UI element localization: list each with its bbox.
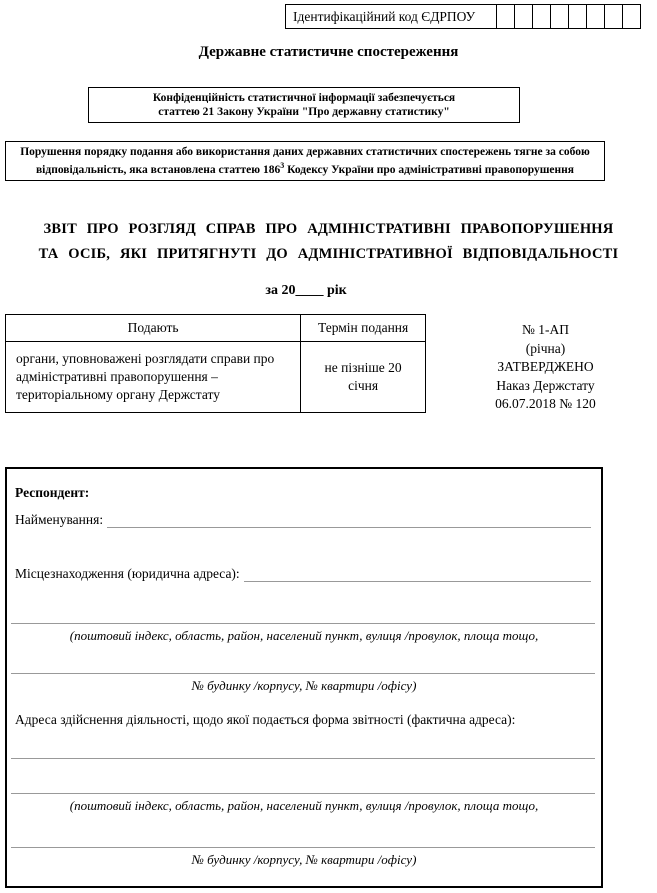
violation-text: Порушення порядку подання або використання даних державних статистичних спостережень тягне за собою відповідальність, яка встановлена статтею 186 [20,146,590,176]
name-input-line[interactable] [107,513,591,528]
edrpou-cell[interactable] [550,4,569,29]
actual-address-line3[interactable] [11,847,595,848]
actual-address-line2[interactable] [11,793,595,794]
submission-who-cell: органи, уповноважені розглядати справи про адміністративні правопорушення – територіальному органу Держстату [6,342,301,413]
submission-header-deadline: Термін подання [301,315,426,342]
report-title [10,217,647,267]
address-caption-building: № будинку /корпусу, № квартири /офісу) [191,678,417,693]
actual-address-label: Адреса здійснення діяльності, щодо якої подається форма звітності (фактична адреса): [15,712,516,727]
legal-address-line3[interactable] [11,673,595,674]
respondent-box [5,467,603,888]
actual-address-caption-street: (поштовий індекс, область, район, населений пункт, вулиця /провулок, площа тощо, [69,798,539,813]
confidentiality-line1: Конфіденційність статистичної інформації забезпечується [152,92,456,104]
respondent-title: Респондент: [15,485,90,500]
address-caption-street: (поштовий індекс, область, район, населений пункт, вулиця /провулок, площа тощо, [69,628,539,643]
edrpou-cell[interactable] [568,4,587,29]
edrpou-cell[interactable] [622,4,641,29]
document-heading: Державне статистичне спостереження [198,44,459,60]
form-periodicity: (річна) [525,340,566,356]
actual-address-caption-building: № будинку /корпусу, № квартири /офісу) [191,852,417,867]
name-label: Найменування: [15,512,104,527]
approval-block [443,321,648,414]
submission-deadline-cell: не пізніше 20 січня [301,342,426,413]
violation-text-after: Кодексу України про адміністративні правопорушення [284,163,575,176]
actual-address-line1[interactable] [11,758,595,759]
legal-address-line2[interactable] [11,623,595,624]
edrpou-cell[interactable] [496,4,515,29]
approved-label: ЗАТВЕРДЖЕНО [497,359,594,374]
confidentiality-line2: статтею 21 Закону України "Про державну статистику" [158,106,450,118]
violation-superscript: 3 [280,161,285,170]
edrpou-cell[interactable] [514,4,533,29]
submission-header-who: Подають [6,315,301,342]
respondent-name-row [15,512,591,528]
order-label: Наказ Держстату [496,377,595,393]
violation-notice [5,141,605,181]
report-title-line1: ЗВІТ ПРО РОЗГЛЯД СПРАВ ПРО АДМІНІСТРАТИВНІ ПРАВОПОРУШЕННЯ [43,221,614,237]
order-details: 06.07.2018 № 120 [495,396,596,411]
legal-address-label: Місцезнаходження (юридична адреса): [15,566,240,581]
edrpou-cell[interactable] [532,4,551,29]
edrpou-cell[interactable] [604,4,623,29]
edrpou-label: Ідентифікаційний код ЄДРПОУ [285,4,497,29]
confidentiality-notice [88,87,520,123]
edrpou-cell[interactable] [586,4,605,29]
edrpou-cells [497,4,641,29]
report-period: за 20____ рік [265,283,347,298]
submission-table [5,314,426,413]
report-title-line2: ТА ОСІБ, ЯКІ ПРИТЯГНУТІ ДО АДМІНІСТРАТИВНОЇ ВІДПОВІДАЛЬНОСТІ [38,246,619,262]
edrpou-code-block [285,4,641,29]
form-number: № 1-АП [522,322,569,337]
legal-address-input-line[interactable] [244,567,591,582]
legal-address-row [15,566,591,582]
